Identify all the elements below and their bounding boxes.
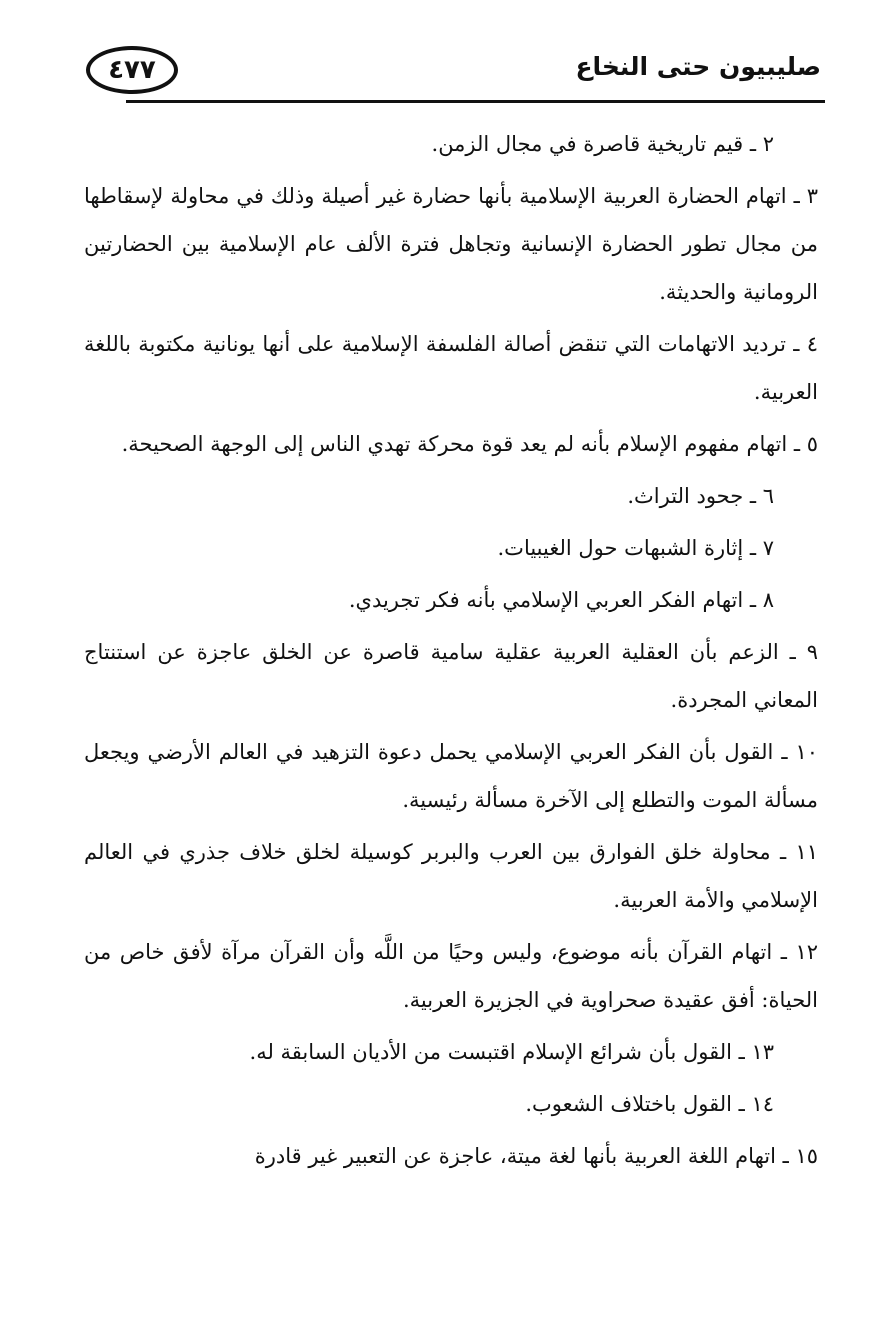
list-item: ١٣ ـ القول بأن شرائع الإسلام اقتبست من الأديان السابقة له. — [249, 1040, 774, 1064]
header-rule — [126, 100, 825, 103]
list-item: ١١ ـ محاولة خلق الفوارق بين العرب والبربر كوسيلة لخلق خلاف جذري في العالم الإسلامي والأمة العربية. — [84, 840, 818, 912]
list-item: ٢ ـ قيم تاريخية قاصرة في مجال الزمن. — [431, 132, 774, 156]
list-item: ٧ ـ إثارة الشبهات حول الغيبيات. — [497, 536, 774, 560]
list-item: ٩ ـ الزعم بأن العقلية العربية عقلية سامية قاصرة عن الخلق عاجزة عن استنتاج المعاني المجردة. — [84, 640, 818, 712]
list-item: ١٢ ـ اتهام القرآن بأنه موضوع، وليس وحيًا من اللَّه وأن القرآن مرآة لأفق خاص من الحياة: أفق عقيدة صحراوية في الجزيرة العربية. — [84, 940, 818, 1012]
page-number: ٤٧٧ — [86, 46, 178, 94]
list-item: ٣ ـ اتهام الحضارة العربية الإسلامية بأنها حضارة غير أصيلة وذلك في محاولة لإسقاطها من مجال تطور الحضارة الإنسانية وتجاهل فترة الألف عام الإسلامية بين الحضارتين الرومانية والحديثة. — [84, 184, 818, 304]
running-title: صليبيون حتى النخاع — [575, 52, 821, 81]
list-item: ٥ ـ اتهام مفهوم الإسلام بأنه لم يعد قوة محركة تهدي الناس إلى الوجهة الصحيحة. — [121, 432, 818, 456]
list-item: ٤ ـ ترديد الاتهامات التي تنقض أصالة الفلسفة الإسلامية على أنها يونانية مكتوبة باللغة العربية. — [84, 332, 818, 404]
page-header — [86, 40, 821, 104]
page-body — [84, 120, 818, 1184]
list-item: ١٥ ـ اتهام اللغة العربية بأنها لغة ميتة، عاجزة عن التعبير غير قادرة — [254, 1144, 818, 1168]
list-item: ١٤ ـ القول باختلاف الشعوب. — [525, 1092, 774, 1116]
list-item: ١٠ ـ القول بأن الفكر العربي الإسلامي يحمل دعوة التزهيد في العالم الأرضي ويجعل مسألة الموت والتطلع إلى الآخرة مسألة رئيسية. — [84, 740, 818, 812]
list-item: ٨ ـ اتهام الفكر العربي الإسلامي بأنه فكر تجريدي. — [348, 588, 774, 612]
list-item: ٦ ـ جحود التراث. — [627, 484, 774, 508]
